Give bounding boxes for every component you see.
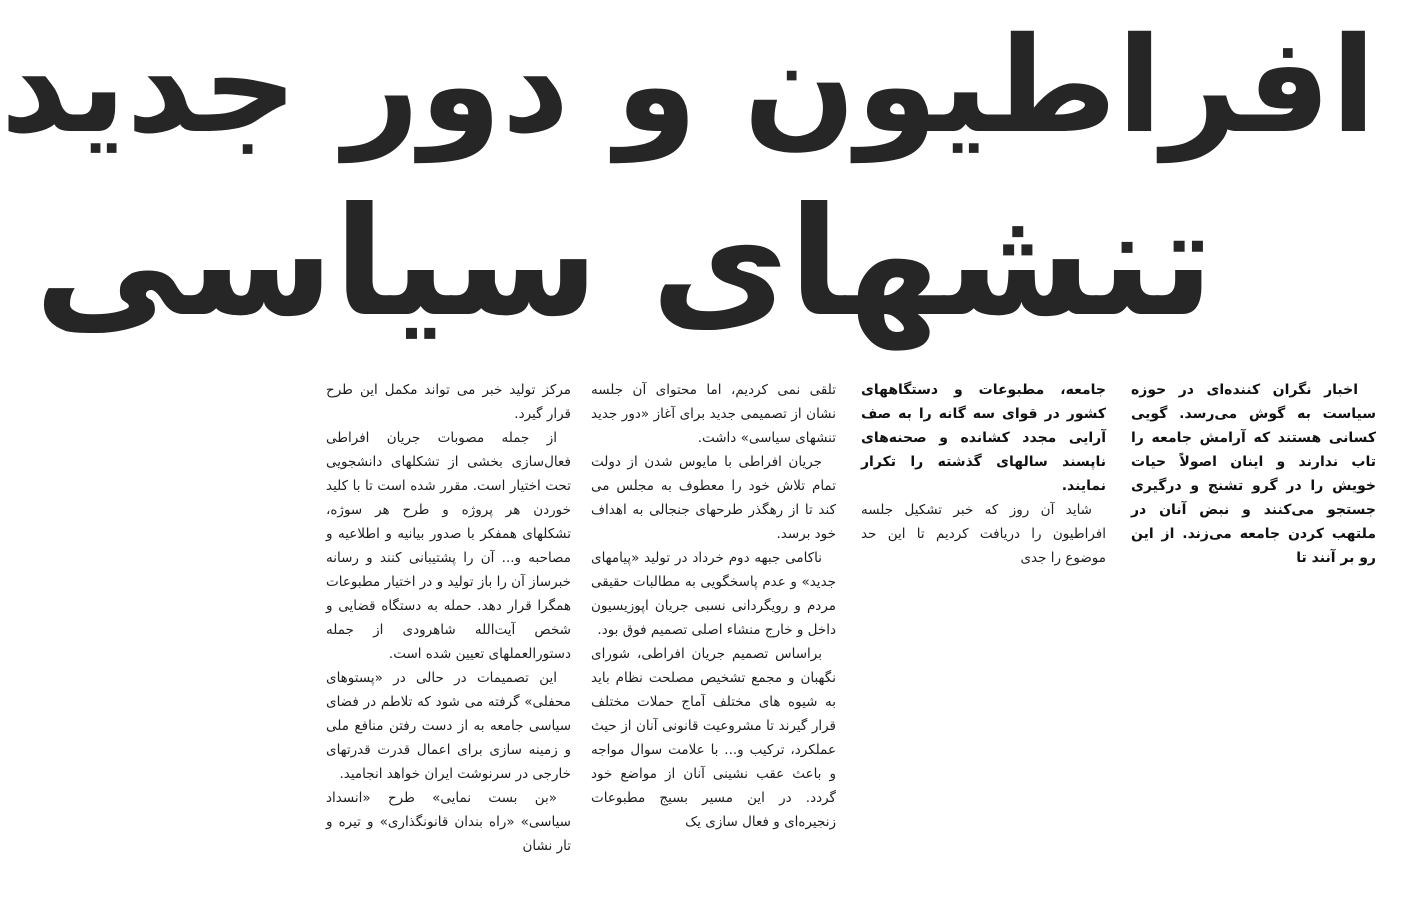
body-paragraph: ناکامی جبهه دوم خرداد در تولید «پیامهای جدید» و عدم پاسخگویی به مطالبات حقیقی مردم و رویگردانی نسبی جریان اپوزیسیون داخل و خارج منشاء اصلی تصمیم فوق بود. [591, 550, 836, 638]
lead-paragraph-continued: جامعه، مطبوعات و دستگاههای کشور در قوای سه گانه را به صف آرایی مجدد کشانده و صحنه‌های ناپسند سالهای گذشته را تکرار نمایند. [861, 382, 1106, 494]
body-paragraph: مرکز تولید خبر می تواند مکمل این طرح قرار گیرد. [326, 382, 571, 422]
article-columns [326, 378, 1376, 893]
headline-line-1: افراطیون و دور جدید [0, 9, 1376, 163]
body-paragraph: براساس تصمیم جریان افراطی، شورای نگهبان و مجمع تشخیص مصلحت نظام باید به شیوه های مختلف آماج حملات مختلف قرار گیرند تا مشروعیت قانونی آنان از حیث عملکرد، ترکیب و... با علامت سوال مواجه و باعث عقب نشینی آنان از مواضع خود گردد. در این مسیر بسیج مطبوعات زنجیره‌ای و فعال سازی یک [591, 646, 836, 830]
body-paragraph: این تصمیمات در حالی در «پستوهای محفلی» گرفته می شود که تلاطم در فضای سیاسی جامعه به از دست رفتن منافع ملی و زمینه سازی برای اعمال قدرت قدرتهای خارجی در سرنوشت ایران خواهد انجامید. [326, 670, 571, 782]
lead-paragraph: اخبار نگران کننده‌ای در حوزه سیاست به گوش می‌رسد. گویی کسانی هستند که آرامش جامعه را تاب ندارند و اینان اصولاً حیات خویش را در گرو تشنج و درگیری جستجو می‌کنند و نبض آنان در ملتهب کردن جامعه می‌زند. از این رو بر آنند تا [1131, 382, 1376, 566]
body-paragraph: تلقی نمی کردیم، اما محتوای آن جلسه نشان از تصمیمی جدید برای آغاز «دور جدید تنشهای سیاسی» داشت. [591, 382, 836, 446]
article-column-4 [326, 378, 571, 893]
article-column-1 [1131, 378, 1376, 893]
body-paragraph: شاید آن روز که خبر تشکیل جلسه افراطیون را دریافت کردیم تا این حد موضوع را جدی [861, 502, 1106, 566]
headline-line-2: تنشهای سیاسی [34, 176, 1214, 350]
lead-continuation [861, 378, 1106, 498]
body-paragraph: از جمله مصوبات جریان افراطی فعال‌سازی بخشی از تشکلهای دانشجویی تحت اختیار است. مقرر شده است تا با کلید خوردن هر پروژه و طرح هر سوژه، تشکلهای همفکر با صدور بیانیه و اطلاعیه و مصاحبه و... آن را پشتیبانی کنند و رسانه خبرساز آن را باز تولید و در اختیار مطبوعات همگرا قرار دهد. حمله به دستگاه قضایی و شخص آیت‌الله شاهرودی از جمله دستورالعملهای تعیین شده است. [326, 430, 571, 662]
body-paragraph: جریان افراطی با مایوس شدن از دولت تمام تلاش خود را معطوف به مجلس می کند تا از رهگذر طرحهای جنجالی به اهداف خود برسد. [591, 454, 836, 542]
article-column-3 [591, 378, 836, 893]
article-column-2 [861, 378, 1106, 893]
body-paragraph: «بن بست نمایی» طرح «انسداد سیاسی» «راه بندان قانونگذاری» و تیره و تار نشان [326, 790, 571, 854]
